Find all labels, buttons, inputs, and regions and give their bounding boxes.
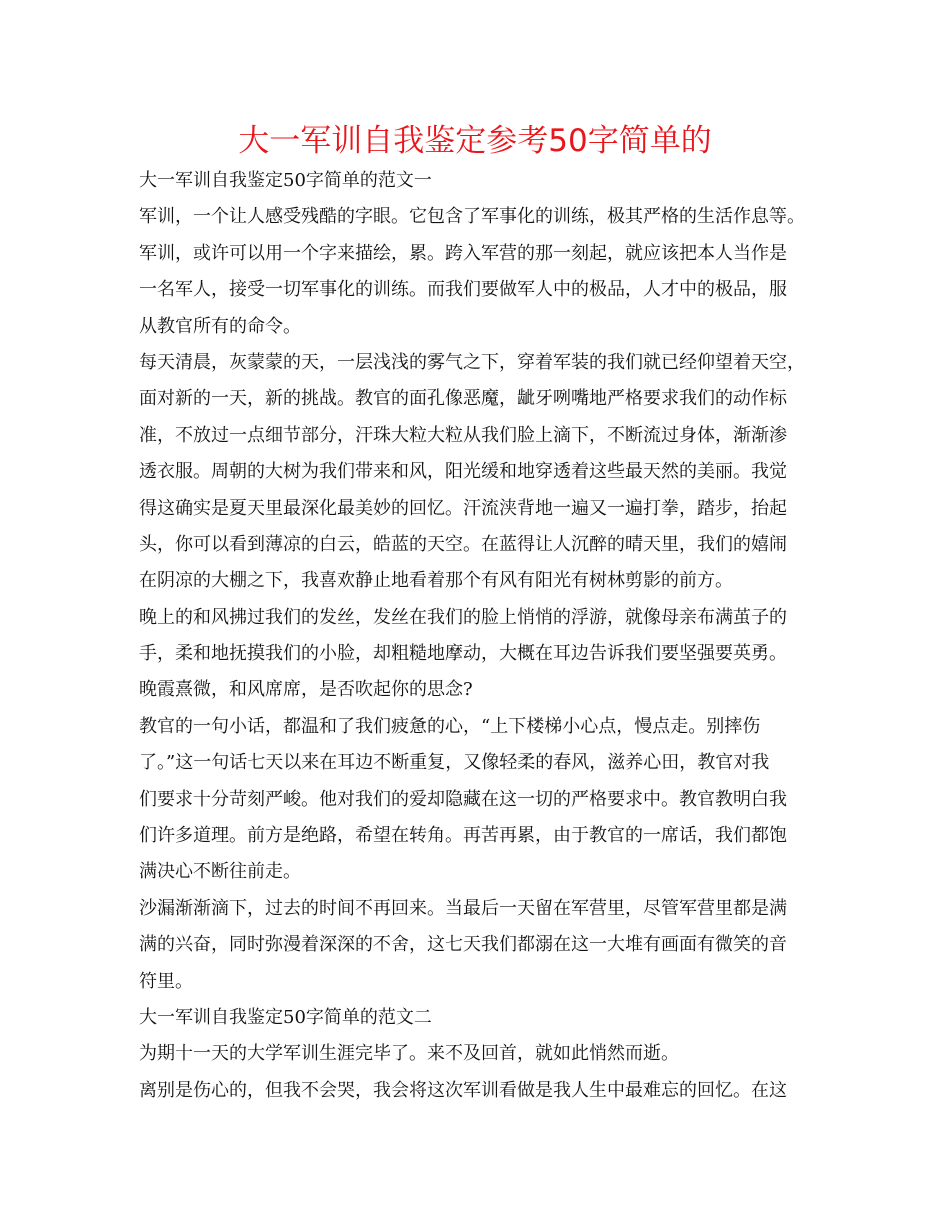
body-line: 晚上的和风拂过我们的发丝，发丝在我们的脸上悄悄的浮游，就像母亲布满茧子的 bbox=[139, 606, 787, 628]
body-line: 军训，或许可以用一个字来描绘，累。跨入军营的那一刻起，就应该把本人当作是 bbox=[139, 242, 787, 264]
body-line: 从教官所有的命令。 bbox=[139, 315, 301, 337]
body-line: 每天清晨，灰蒙蒙的天，一层浅浅的雾气之下，穿着军装的我们就已经仰望着天空， bbox=[139, 351, 805, 373]
body-line: 了。”这一句话七天以来在耳边不断重复，又像轻柔的春风，滋养心田，教官对我 bbox=[139, 752, 770, 774]
body-line: 准，不放过一点细节部分，汗珠大粒大粒从我们脸上滴下，不断流过身体，渐渐渗 bbox=[139, 424, 787, 446]
body-line: 得这确实是夏天里最深化最美妙的回忆。汗流浃背地一遍又一遍打拳，踏步，抬起 bbox=[139, 497, 787, 519]
body-line: 面对新的一天，新的挑战。教官的面孔像恶魔，龇牙咧嘴地严格要求我们的动作标 bbox=[139, 388, 787, 410]
body-line: 为期十一天的大学军训生涯完毕了。来不及回首，就如此悄然而逝。 bbox=[139, 1043, 679, 1065]
body-line: 大一军训自我鉴定50字简单的范文一 bbox=[139, 170, 432, 191]
body-line: 满的兴奋，同时弥漫着深深的不舍，这七天我们都溺在这一大堆有画面有微笑的音 bbox=[139, 934, 787, 956]
body-line: 晚霞熹微，和风席席，是否吹起你的思念? bbox=[139, 679, 473, 701]
body-line: 教官的一句小话，都温和了我们疲惫的心，“上下楼梯小心点，慢点走。别摔伤 bbox=[139, 715, 761, 737]
document-title: 大一军训自我鉴定参考50字简单的 bbox=[238, 123, 712, 159]
document-body bbox=[139, 163, 839, 1109]
body-line: 一名军人，接受一切军事化的训练。而我们要做军人中的极品，人才中的极品，服 bbox=[139, 279, 787, 301]
body-line: 符里。 bbox=[139, 970, 193, 992]
body-line: 满决心不断往前走。 bbox=[139, 861, 301, 883]
body-line: 们要求十分苛刻严峻。他对我们的爱却隐藏在这一切的严格要求中。教官教明白我 bbox=[139, 788, 787, 810]
body-line: 们许多道理。前方是绝路，希望在转角。再苦再累，由于教官的一席话，我们都饱 bbox=[139, 825, 787, 847]
body-line: 头，你可以看到薄凉的白云，皓蓝的天空。在蓝得让人沉醉的晴天里，我们的嬉闹 bbox=[139, 533, 787, 555]
body-line: 军训，一个让人感受残酷的字眼。它包含了军事化的训练，极其严格的生活作息等。 bbox=[139, 206, 805, 228]
body-line: 大一军训自我鉴定50字简单的范文二 bbox=[139, 1006, 432, 1028]
body-line: 离别是伤心的，但我不会哭，我会将这次军训看做是我人生中最难忘的回忆。在这 bbox=[139, 1079, 787, 1101]
body-line: 透衣服。周朝的大树为我们带来和风，阳光缓和地穿透着这些最天然的美丽。我觉 bbox=[139, 461, 787, 483]
body-line: 手，柔和地抚摸我们的小脸，却粗糙地摩动，大概在耳边告诉我们要坚强要英勇。 bbox=[139, 643, 787, 665]
body-line: 沙漏渐渐滴下，过去的时间不再回来。当最后一天留在军营里，尽管军营里都是满 bbox=[139, 897, 787, 919]
body-line: 在阴凉的大棚之下，我喜欢静止地看着那个有风有阳光有树林剪影的前方。 bbox=[139, 570, 733, 592]
